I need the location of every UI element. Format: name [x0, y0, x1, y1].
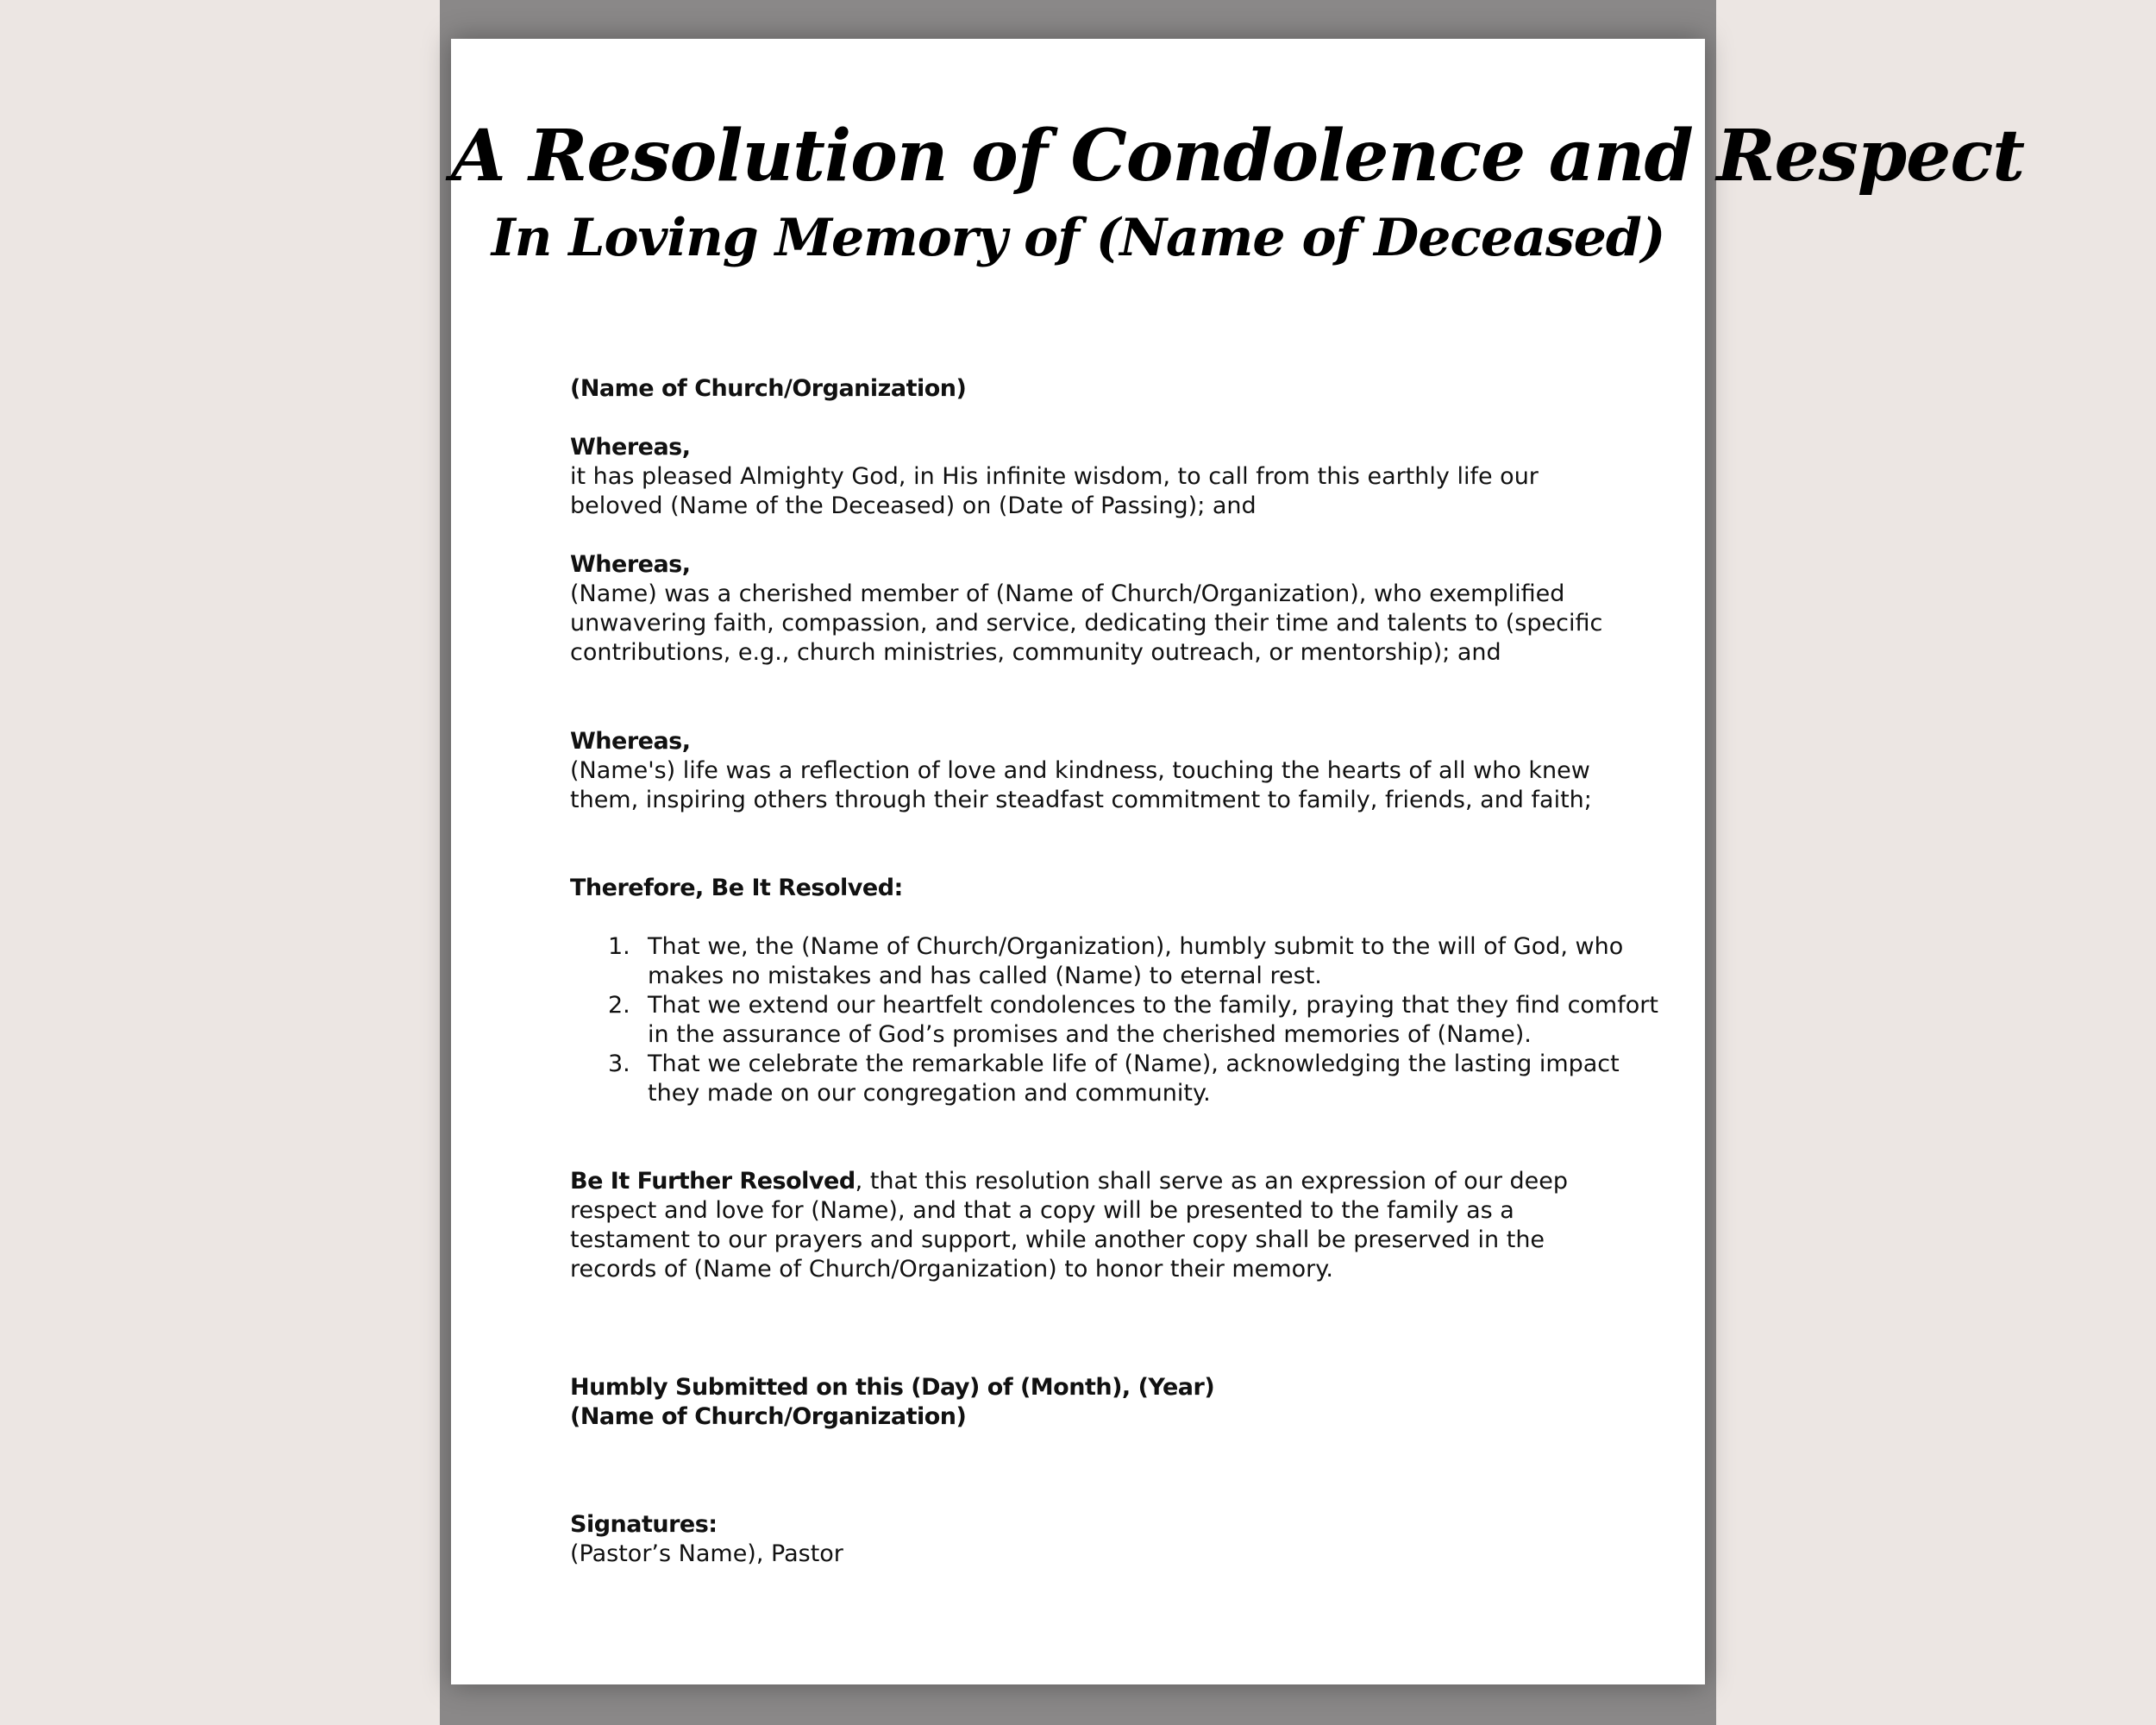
signatures-label: Signatures: — [570, 1511, 718, 1538]
organization-header: (Name of Church/Organization) — [570, 375, 967, 402]
further-resolved-label: Be It Further Resolved — [570, 1168, 856, 1195]
submission-organization-line: (Name of Church/Organization) — [570, 1403, 967, 1430]
list-item — [608, 1050, 1665, 1108]
document-page — [451, 39, 2025, 1684]
whereas-label: Whereas, — [570, 434, 691, 461]
list-item-number: 2. — [608, 992, 630, 1019]
document-title: A Resolution of Condolence and Respect — [451, 115, 2025, 198]
list-item — [608, 991, 1665, 1050]
whereas-text: it has pleased Almighty God, in His infinite wisdom, to call from this earthly life our beloved (Name of the Deceased) on (Date of Passing); and — [570, 463, 1539, 519]
document-subtitle: In Loving Memory of (Name of Deceased) — [491, 208, 1665, 268]
further-resolved-paragraph — [570, 1167, 1622, 1284]
list-item-number: 1. — [608, 933, 630, 960]
list-item — [608, 932, 1665, 991]
whereas-label: Whereas, — [570, 728, 691, 755]
whereas-section-1 — [570, 433, 1622, 521]
list-item-text: That we celebrate the remarkable life of (Name), acknowledging the lasting impact they made on our congregation and community. — [648, 1051, 1620, 1107]
whereas-section-2 — [570, 550, 1622, 668]
list-item-text: That we extend our heartfelt condolences to the family, praying that they find comfort in the assurance of God’s promises and the cherished memories of (Name). — [648, 992, 1658, 1048]
whereas-text: (Name's) life was a reflection of love and kindness, touching the hearts of all who knew them, inspiring others through their steadfast commitment to family, friends, and faith; — [570, 757, 1592, 813]
signature-line: (Pastor’s Name), Pastor — [570, 1540, 843, 1567]
whereas-section-3 — [570, 727, 1622, 815]
resolved-heading: Therefore, Be It Resolved: — [570, 875, 903, 901]
list-item-text: That we, the (Name of Church/Organization), humbly submit to the will of God, who makes no mistakes and has called (Name) to eternal rest. — [648, 933, 1624, 989]
list-item-number: 3. — [608, 1051, 630, 1077]
signatures-block — [570, 1510, 1622, 1569]
submission-date-line: Humbly Submitted on this (Day) of (Month), (Year) — [570, 1374, 1215, 1401]
whereas-label: Whereas, — [570, 551, 691, 578]
submission-block — [570, 1373, 1622, 1432]
whereas-text: (Name) was a cherished member of (Name of Church/Organization), who exemplified unwavering faith, compassion, and service, dedicating their time and talents to (specific contributions, e.g., church ministries, community outreach, or mentorship); and — [570, 580, 1603, 666]
resolved-list — [570, 932, 1665, 1108]
further-resolved-text: , that this resolution shall serve as an expression of our deep respect and love for (Name), and that a copy will be presented to the family as a testament to our prayers and support, while another copy shall be preserved in the records of (Name of Church/Organization) to honor their memory. — [570, 1168, 1569, 1283]
